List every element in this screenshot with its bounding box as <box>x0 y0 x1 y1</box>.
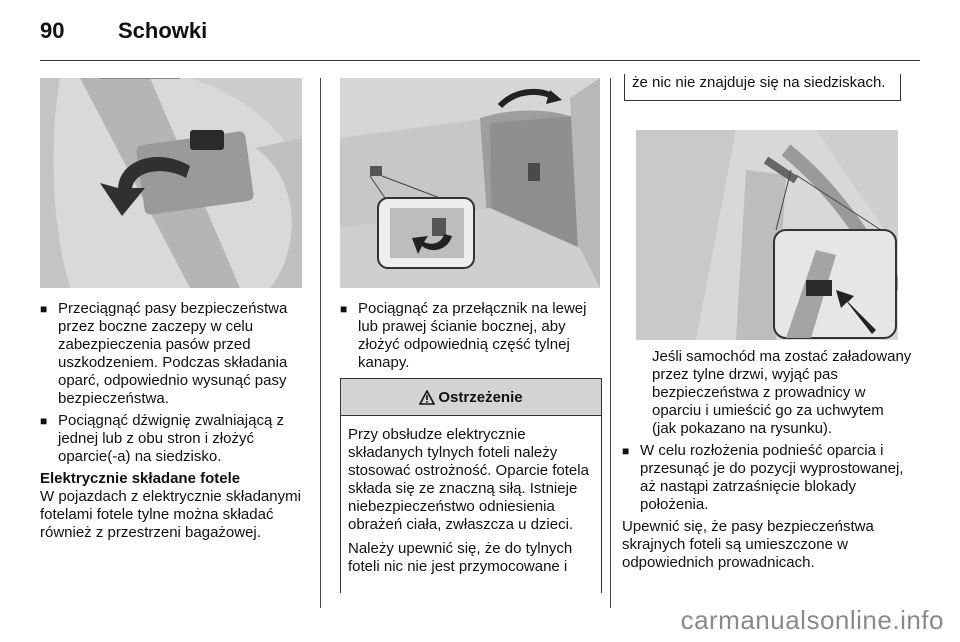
column-divider-2 <box>610 78 611 608</box>
column-1-text <box>40 300 312 542</box>
bullet-square-icon: ■ <box>340 302 348 316</box>
list-item-text: Przeciągnąć pasy bezpieczeństwa przez boczne zaczepy w celu zabezpieczenia pasów przed uszkodzeniem. Podczas składania oparć, odpowiednio wysunąć pasy bezpieczeństwa. <box>58 300 288 407</box>
watermark-text: carmanualsonline.info <box>680 605 944 635</box>
list-item <box>40 300 312 408</box>
section-heading: Elektrycznie składane fotele <box>40 470 241 487</box>
warning-box-continued <box>624 74 901 101</box>
page-header <box>40 18 920 48</box>
warning-title: Ostrzeżenie <box>438 388 523 406</box>
page-number: 90 <box>40 18 65 43</box>
page-title: Schowki <box>118 18 208 43</box>
warning-header <box>341 379 601 416</box>
warning-paragraph: Należy upewnić się, że do tylnych foteli nic nie jest przymocowane i <box>348 540 573 575</box>
bullet-square-icon: ■ <box>622 444 630 458</box>
list-item-text: W celu rozłożenia podnieść oparcia i przesunąć je do pozycji wyprostowanej, aż nastąpi zatrzaśnięcie blokady położenia. <box>640 442 904 513</box>
column-3-text <box>622 348 912 572</box>
belt-guide-illustration <box>636 130 898 340</box>
body-paragraph: W pojazdach z elektrycznie składanymi fotelami fotele tylne można składać również z przestrzeni bagażowej. <box>40 488 301 541</box>
warning-paragraph: Przy obsłudze elektrycznie składanych tylnych foteli należy stosować ostrożność. Oparcie fotela składa się ze znaczną siłą. Istnieje niebezpieczeństwo odniesienia obrażeń ciała, zwłaszcza u dzieci. <box>348 426 589 533</box>
column-2-text <box>340 300 602 376</box>
list-item-text: Pociągnąć za przełącznik na lewej lub prawej ścianie bocznej, aby złożyć odpowiednią część tylnej kanapy. <box>358 300 587 371</box>
warning-triangle-icon <box>419 390 435 405</box>
warning-paragraph: że nic nie znajduje się na siedziskach. <box>632 74 886 91</box>
list-item <box>340 300 602 372</box>
bullet-square-icon: ■ <box>40 414 48 428</box>
warning-box <box>340 378 602 593</box>
body-paragraph: Upewnić się, że pasy bezpieczeństwa skrajnych foteli są umieszczone w odpowiednich prowadnicach. <box>622 518 874 571</box>
list-item <box>622 442 912 514</box>
bullet-square-icon: ■ <box>40 302 48 316</box>
cargo-switch-illustration <box>340 78 600 288</box>
list-item <box>40 412 312 466</box>
column-divider-1 <box>320 78 321 608</box>
list-item-text: Pociągnąć dźwignię zwalniającą z jednej lub z obu stron i złożyć oparcie(-a) na siedzisko. <box>58 412 284 465</box>
indented-paragraph: Jeśli samochód ma zostać załadowany przez tylne drzwi, wyjąć pas bezpieczeństwa z prowadnicy w oparciu i umieścić go za uchwytem (jak pokazano na rysunku). <box>652 348 912 437</box>
seatbelt-illustration <box>40 78 302 288</box>
header-divider <box>40 60 920 61</box>
warning-body <box>341 416 601 576</box>
